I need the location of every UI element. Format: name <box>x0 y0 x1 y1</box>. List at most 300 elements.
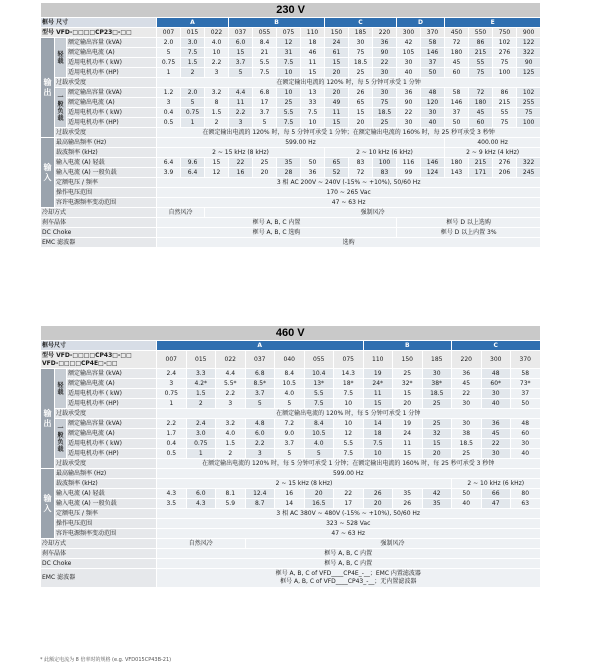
spec-value: 83 <box>373 168 397 178</box>
spec-value: 15 <box>393 449 423 459</box>
spec-value: 18 <box>363 429 393 439</box>
spec-value: 11 <box>363 389 393 399</box>
spec-value: 322 <box>517 48 541 58</box>
spec-value: 46 <box>301 48 325 58</box>
spec-value: 105 <box>397 48 421 58</box>
spec-value: 35 <box>422 499 452 509</box>
spec-value: 50 <box>452 489 482 499</box>
spec-value: 25 <box>277 98 301 108</box>
model-number: 055 <box>253 28 277 38</box>
spec-value: 4.8 <box>245 419 275 429</box>
spec-value: 17 <box>334 499 364 509</box>
spec-table-230v <box>40 2 540 248</box>
spec-value: 20 <box>325 68 349 78</box>
spec-label: 载波频率 (kHz) <box>55 148 157 158</box>
spec-value: 65 <box>349 98 373 108</box>
spec-value: 255 <box>517 98 541 108</box>
spec-value: 143 <box>445 168 469 178</box>
spec-value: 120 <box>421 98 445 108</box>
spec-value: 32 <box>422 429 452 439</box>
spec-value: 5 <box>157 48 181 58</box>
spec-value: 4.4 <box>229 88 253 98</box>
spec-value: 4.0 <box>205 38 229 48</box>
spec-value: 5.5 <box>277 108 301 118</box>
spec-value: 8 <box>205 98 229 108</box>
spec-label: 刹车晶体 <box>41 549 157 559</box>
spec-label: 最高输出频率 (Hz) <box>55 469 157 479</box>
spec-value: 24 <box>325 38 349 48</box>
spec-value: 72 <box>349 168 373 178</box>
model-number: 150 <box>393 351 423 369</box>
spec-value: 26 <box>363 489 393 499</box>
spec-value: 2 <box>181 68 205 78</box>
spec-label: DC Choke <box>41 228 157 238</box>
spec-label: 适用电机功率 ( kW) <box>67 439 157 449</box>
spec-label: 冷却方式 <box>41 539 157 549</box>
model-number: 007 <box>157 28 181 38</box>
spec-value: 61 <box>325 48 349 58</box>
input-section-label: 输入 <box>41 138 55 208</box>
spec-value: 245 <box>517 168 541 178</box>
spec-value: 4.3 <box>157 489 187 499</box>
normal-duty-label: 一般负载 <box>55 419 67 459</box>
model-number: 007 <box>157 351 187 369</box>
table-title: 230 V <box>41 3 541 18</box>
model-number: 550 <box>469 28 493 38</box>
spec-value: 86 <box>493 88 517 98</box>
spec-value: 20 <box>253 168 277 178</box>
model-number: 370 <box>421 28 445 38</box>
spec-value: 15 <box>422 439 452 449</box>
spec-value: 18.5 <box>349 58 373 68</box>
model-number: 022 <box>205 28 229 38</box>
spec-value: 7.5 <box>277 58 301 68</box>
spec-value: 60 <box>511 429 541 439</box>
spec-value: 15 <box>325 58 349 68</box>
spec-value: 180 <box>445 158 469 168</box>
voltage-range-value: 323 ~ 528 Vac <box>157 519 541 529</box>
model-number: 150 <box>325 28 349 38</box>
spec-value: 50 <box>301 158 325 168</box>
spec-value: 5 <box>229 68 253 78</box>
spec-value: 6.4 <box>157 158 181 168</box>
spec-value: 4.0 <box>304 439 334 449</box>
voltage-range-value: 170 ~ 265 Vac <box>157 188 541 198</box>
spec-value: 60 <box>469 118 493 128</box>
spec-value: 2.2 <box>245 439 275 449</box>
spec-value: 16 <box>275 489 305 499</box>
spec-value: 40 <box>452 499 482 509</box>
carrier-value: 2 ~ 10 kHz (6 kHz) <box>325 148 445 158</box>
dc-choke-value: 框号 A, B, C 内置 <box>157 559 541 569</box>
emc-value <box>157 569 541 588</box>
spec-label: DC Choke <box>41 559 157 569</box>
spec-value: 72 <box>469 88 493 98</box>
spec-value: 42 <box>422 489 452 499</box>
rated-voltage-value: 3 相 AC 200V ~ 240V (-15% ~ +10%), 50/60 Hz <box>157 178 541 188</box>
spec-value: 5.9 <box>216 499 246 509</box>
spec-value: 75 <box>469 68 493 78</box>
spec-value: 102 <box>493 38 517 48</box>
freq-range-value: 47 ~ 63 Hz <box>157 198 541 208</box>
spec-value: 2 <box>186 399 216 409</box>
model-number: 220 <box>452 351 482 369</box>
spec-value: 22 <box>229 158 253 168</box>
model-number: 022 <box>216 351 246 369</box>
spec-table-460v <box>40 325 540 588</box>
frame-a: A <box>157 341 364 351</box>
spec-value: 36 <box>301 168 325 178</box>
spec-value: 5 <box>275 449 305 459</box>
spec-value: 2.2 <box>229 108 253 118</box>
spec-value: 15 <box>205 158 229 168</box>
frame-b: B <box>363 341 452 351</box>
spec-value: 36 <box>481 419 511 429</box>
spec-value: 8.4 <box>253 38 277 48</box>
spec-value: 7.5 <box>334 449 364 459</box>
spec-value: 40 <box>481 399 511 409</box>
spec-value: 2.0 <box>181 88 205 98</box>
spec-value: 60* <box>481 379 511 389</box>
cooling-natural: 自然风冷 <box>157 208 205 218</box>
spec-value: 8.7 <box>245 499 275 509</box>
overload-value: 在额定输出电流的 120% 时，每 5 分钟可承受 1 分钟 <box>157 409 541 419</box>
spec-value: 7.5 <box>363 439 393 449</box>
spec-value: 2.2 <box>205 58 229 68</box>
spec-value: 30 <box>397 58 421 68</box>
spec-value: 10 <box>277 88 301 98</box>
spec-value: 15 <box>301 68 325 78</box>
spec-value: 10.5 <box>275 379 305 389</box>
spec-value: 100 <box>517 118 541 128</box>
spec-value: 6.4 <box>181 168 205 178</box>
spec-value: 11 <box>229 98 253 108</box>
spec-label: 额定输出容量 (kVA) <box>67 419 157 429</box>
emc-value: 选购 <box>157 238 541 248</box>
spec-label: 冷却方式 <box>41 208 157 218</box>
spec-value: 215 <box>469 158 493 168</box>
spec-value: 12 <box>205 168 229 178</box>
spec-value: 4.2* <box>186 379 216 389</box>
spec-value: 5.5 <box>304 389 334 399</box>
spec-label: 过载承受度 <box>55 409 157 419</box>
spec-value: 2 <box>205 118 229 128</box>
spec-value: 72 <box>445 38 469 48</box>
max-freq-value: 400.00 Hz <box>445 138 541 148</box>
spec-label: 适用电机功率 ( kW) <box>67 58 157 68</box>
spec-value: 42 <box>397 38 421 48</box>
table-title: 460 V <box>41 326 541 341</box>
spec-value: 45 <box>445 58 469 68</box>
spec-value: 20 <box>422 449 452 459</box>
spec-value: 45 <box>452 379 482 389</box>
spec-value: 24* <box>363 379 393 389</box>
spec-value: 30 <box>373 88 397 98</box>
frame-c: C <box>452 341 541 351</box>
spec-value: 45 <box>481 429 511 439</box>
dc-choke-value: 框号 D 以上内置 3% <box>397 228 541 238</box>
spec-value: 3.3 <box>186 369 216 379</box>
spec-value: 4.4 <box>216 369 246 379</box>
spec-value: 52 <box>325 168 349 178</box>
spec-value: 3.5 <box>157 499 187 509</box>
footnote: * 此额定电流为 8 倍率时的规格 (e.g. VFD015CP43B-21) <box>40 657 172 663</box>
spec-value: 3 <box>157 98 181 108</box>
spec-value: 22 <box>334 489 364 499</box>
model-number: 220 <box>373 28 397 38</box>
spec-value: 6.0 <box>229 38 253 48</box>
spec-value: 30 <box>452 419 482 429</box>
model-number: 110 <box>301 28 325 38</box>
spec-label: 额定输出容量 (kVA) <box>67 38 157 48</box>
spec-value: 20 <box>363 499 393 509</box>
spec-value: 14 <box>275 499 305 509</box>
spec-value: 180 <box>469 98 493 108</box>
spec-value: 12 <box>334 429 364 439</box>
spec-value: 15 <box>325 118 349 128</box>
spec-value: 3.2 <box>216 419 246 429</box>
emc-line-2: 框号 A, B, C of VFD____CP43_-__；无内置滤波器 <box>280 578 417 585</box>
spec-value: 22 <box>452 389 482 399</box>
spec-value: 86 <box>469 38 493 48</box>
spec-label: 额定输出电流 (A) <box>67 429 157 439</box>
spec-value: 14 <box>363 419 393 429</box>
spec-value: 4.0 <box>275 389 305 399</box>
spec-value: 90 <box>517 58 541 68</box>
spec-value: 30 <box>481 389 511 399</box>
spec-label: 适用电机功率 ( kW) <box>67 389 157 399</box>
spec-value: 99 <box>397 168 421 178</box>
model-number: 037 <box>229 28 253 38</box>
spec-value: 26 <box>393 499 423 509</box>
spec-value: 3.7 <box>229 58 253 68</box>
spec-value: 12.4 <box>245 489 275 499</box>
spec-value: 50 <box>511 399 541 409</box>
spec-value: 30 <box>397 118 421 128</box>
spec-value: 125 <box>517 68 541 78</box>
spec-label: 输入电流 (A) 轻载 <box>55 489 157 499</box>
spec-label: 适用电机功率 (HP) <box>67 118 157 128</box>
spec-value: 36 <box>397 88 421 98</box>
frame-size-label: 框号 尺寸 <box>41 18 157 28</box>
cooling-forced: 强制风冷 <box>205 208 541 218</box>
spec-value: 0.75 <box>157 389 187 399</box>
brake-value: 框号 A, B, C 内置 <box>157 218 397 228</box>
spec-label: 适用电机功率 (HP) <box>67 449 157 459</box>
model-number: 185 <box>349 28 373 38</box>
frame-b: B <box>229 18 325 28</box>
spec-value: 31 <box>277 48 301 58</box>
spec-value: 25 <box>253 158 277 168</box>
spec-label: EMC 滤波器 <box>41 238 157 248</box>
spec-value: 171 <box>469 168 493 178</box>
spec-value: 1.5 <box>205 108 229 118</box>
spec-value: 35 <box>393 489 423 499</box>
spec-value: 58 <box>445 88 469 98</box>
spec-value: 16 <box>229 168 253 178</box>
spec-value: 7.5 <box>301 108 325 118</box>
spec-value: 10 <box>334 399 364 409</box>
spec-value: 0.75 <box>157 58 181 68</box>
spec-value: 116 <box>397 158 421 168</box>
brake-value: 框号 D 以上选购 <box>397 218 541 228</box>
model-number: 055 <box>304 351 334 369</box>
light-duty-label: 轻载 <box>55 38 67 78</box>
spec-value: 25 <box>452 449 482 459</box>
spec-value: 1.5 <box>216 439 246 449</box>
model-number: 040 <box>275 351 305 369</box>
spec-value: 20 <box>325 88 349 98</box>
spec-value: 10 <box>205 48 229 58</box>
spec-label: 额定输出电流 (A) <box>67 98 157 108</box>
spec-label: 适用电机功率 (HP) <box>67 399 157 409</box>
spec-value: 6.8 <box>253 88 277 98</box>
spec-value: 102 <box>517 88 541 98</box>
spec-value: 21 <box>253 48 277 58</box>
spec-label: 操作电压范围 <box>55 519 157 529</box>
spec-value: 25 <box>422 399 452 409</box>
spec-value: 1 <box>181 118 205 128</box>
spec-value: 19 <box>363 369 393 379</box>
spec-value: 12 <box>277 38 301 48</box>
spec-value: 5 <box>245 399 275 409</box>
spec-value: 276 <box>493 158 517 168</box>
frame-e: E <box>445 18 541 28</box>
spec-value: 4.0 <box>216 429 246 439</box>
spec-value: 25 <box>349 68 373 78</box>
spec-value: 11 <box>393 439 423 449</box>
model-number: 075 <box>277 28 301 38</box>
spec-value: 3 <box>245 449 275 459</box>
spec-label: 输入电流 (A) 轻载 <box>55 158 157 168</box>
spec-value: 73* <box>511 379 541 389</box>
cooling-forced: 强制风冷 <box>245 539 540 549</box>
spec-value: 5.5 <box>334 439 364 449</box>
spec-value: 35 <box>277 158 301 168</box>
spec-value: 4.3 <box>186 499 216 509</box>
spec-value: 122 <box>517 38 541 48</box>
spec-value: 18.5 <box>452 439 482 449</box>
spec-value: 0.75 <box>181 108 205 118</box>
spec-value: 322 <box>517 158 541 168</box>
spec-value: 58 <box>421 38 445 48</box>
spec-value: 63 <box>511 499 541 509</box>
spec-value: 7.5 <box>334 389 364 399</box>
spec-value: 25 <box>373 118 397 128</box>
spec-value: 47 <box>481 499 511 509</box>
spec-value: 3 <box>216 399 246 409</box>
spec-value: 146 <box>421 158 445 168</box>
spec-value: 20 <box>304 489 334 499</box>
spec-value: 28 <box>277 168 301 178</box>
model-number: 185 <box>422 351 452 369</box>
spec-value: 2.2 <box>157 419 187 429</box>
model-label <box>41 351 157 369</box>
spec-value: 11 <box>325 108 349 118</box>
spec-label: 容许电源频率变动范围 <box>55 198 157 208</box>
model-number: 015 <box>186 351 216 369</box>
spec-value: 10 <box>301 118 325 128</box>
spec-value: 10.5 <box>304 429 334 439</box>
spec-value: 24 <box>393 429 423 439</box>
frame-c: C <box>325 18 397 28</box>
spec-value: 3.0 <box>181 38 205 48</box>
spec-value: 18.5 <box>373 108 397 118</box>
spec-value: 30 <box>511 439 541 449</box>
spec-value: 50 <box>421 68 445 78</box>
spec-value: 206 <box>493 168 517 178</box>
spec-value: 40 <box>511 449 541 459</box>
spec-value: 30 <box>481 449 511 459</box>
spec-value: 30 <box>422 369 452 379</box>
spec-value: 1.7 <box>157 429 187 439</box>
spec-value: 26 <box>349 88 373 98</box>
spec-value: 55 <box>469 58 493 68</box>
spec-value: 90 <box>373 48 397 58</box>
spec-value: 1.2 <box>157 88 181 98</box>
spec-value: 66 <box>481 489 511 499</box>
spec-value: 25 <box>393 369 423 379</box>
spec-label: 额定输出电流 (A) <box>67 48 157 58</box>
spec-value: 30 <box>452 399 482 409</box>
spec-value: 5 <box>181 98 205 108</box>
emc-line-1: 框号 A, B, C of VFD____CP4E_-__；EMC 内置滤波器 <box>275 570 421 577</box>
spec-label: 额定输出容量 (kVA) <box>67 369 157 379</box>
model-number: 370 <box>511 351 541 369</box>
spec-label: 额定输出电流 (A) <box>67 379 157 389</box>
spec-value: 3.2 <box>205 88 229 98</box>
spec-value: 1 <box>157 68 181 78</box>
output-section-label: 输出 <box>41 369 55 469</box>
spec-value: 9.6 <box>181 158 205 168</box>
spec-value: 3.0 <box>186 429 216 439</box>
spec-value: 6.8 <box>245 369 275 379</box>
spec-value: 36 <box>373 38 397 48</box>
spec-label: 输入电流 (A) 一般负载 <box>55 168 157 178</box>
spec-value: 75 <box>517 108 541 118</box>
spec-value: 30 <box>349 38 373 48</box>
spec-value: 7.5 <box>304 399 334 409</box>
spec-value: 180 <box>445 48 469 58</box>
spec-value: 75 <box>373 98 397 108</box>
spec-label: 过载承受度 <box>55 128 157 138</box>
dc-choke-value: 框号 A, B, C 选购 <box>157 228 397 238</box>
spec-value: 1.5 <box>186 389 216 399</box>
input-section-label: 输入 <box>41 469 55 539</box>
spec-value: 0.75 <box>186 439 216 449</box>
spec-value: 0.4 <box>157 439 187 449</box>
spec-value: 48 <box>421 88 445 98</box>
spec-value: 8.5* <box>245 379 275 389</box>
spec-value: 2.2 <box>216 389 246 399</box>
spec-value: 2.0 <box>157 38 181 48</box>
spec-value: 8.4 <box>304 419 334 429</box>
spec-value: 10 <box>277 68 301 78</box>
spec-value: 18.5 <box>422 389 452 399</box>
spec-value: 33 <box>301 98 325 108</box>
spec-value: 0.5 <box>157 449 187 459</box>
spec-label: 过载承受度 <box>55 78 157 88</box>
model-number: 450 <box>445 28 469 38</box>
carrier-value: 2 ~ 15 kHz (8 kHz) <box>157 479 452 489</box>
spec-value: 3 <box>157 379 187 389</box>
spec-value: 49 <box>325 98 349 108</box>
spec-label: 适用电机功率 (HP) <box>67 68 157 78</box>
max-freq-value: 599.00 Hz <box>157 138 445 148</box>
spec-value: 2 <box>216 449 246 459</box>
spec-value: 13* <box>304 379 334 389</box>
spec-value: 1.5 <box>181 58 205 68</box>
